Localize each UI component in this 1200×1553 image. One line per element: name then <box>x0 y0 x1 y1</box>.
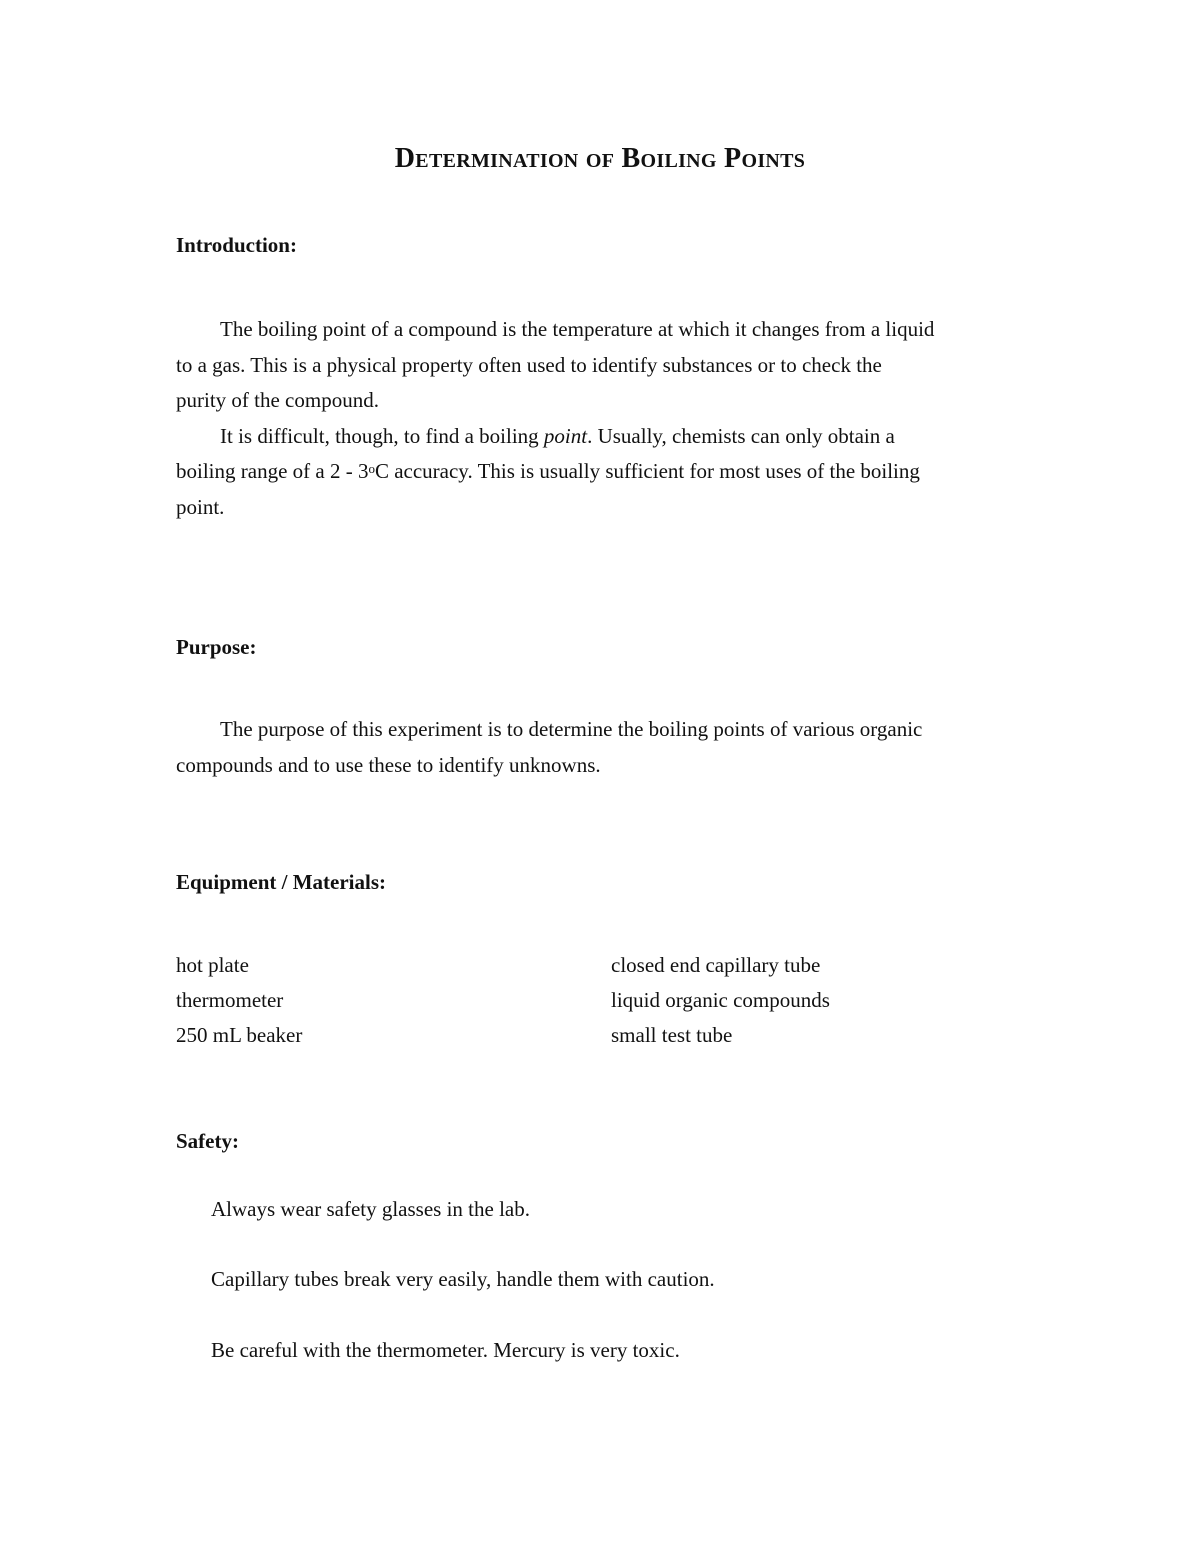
degree-superscript: o <box>368 461 375 476</box>
text-span: . Usually, chemists can only obtain a <box>587 423 895 448</box>
equipment-list-right <box>611 948 830 1053</box>
text-line <box>176 712 1036 748</box>
list-item: hot plate <box>176 953 249 977</box>
introduction-heading: Introduction: <box>176 233 297 257</box>
text-span: It is difficult, though, to find a boiling <box>220 423 544 448</box>
text-span: The boiling point of a compound is the temperature at which it changes from a liquid <box>220 317 935 341</box>
list-item: 250 mL beaker <box>176 1023 303 1047</box>
introduction-paragraph <box>176 312 1036 525</box>
safety-heading: Safety: <box>176 1129 239 1153</box>
text-line: to a gas. This is a physical property often used to identify substances or to check the <box>176 352 882 377</box>
purpose-heading: Purpose: <box>176 635 257 659</box>
emphasis-text: point <box>543 423 588 448</box>
document-title: Determination of Boiling Points <box>394 143 806 174</box>
text-line <box>176 419 1036 455</box>
text-line <box>176 454 1036 490</box>
text-line <box>176 312 1036 348</box>
text-line: point. <box>176 494 225 519</box>
text-span: The purpose of this experiment is to determine the boiling points of various organic <box>220 717 923 741</box>
text-span: C accuracy. This is usually sufficient for most uses of the boiling <box>374 459 920 483</box>
list-item: thermometer <box>176 988 284 1012</box>
list-item: small test tube <box>611 1023 733 1047</box>
safety-item: Always wear safety glasses in the lab. <box>211 1197 530 1221</box>
text-span: boiling range of a 2 - 3 <box>176 459 369 483</box>
equipment-list-left <box>176 948 302 1053</box>
equipment-heading: Equipment / Materials: <box>176 870 386 894</box>
text-line: purity of the compound. <box>176 388 379 412</box>
safety-item: Be careful with the thermometer. Mercury is very toxic. <box>211 1338 680 1362</box>
list-item: liquid organic compounds <box>611 988 830 1012</box>
safety-item: Capillary tubes break very easily, handle them with caution. <box>211 1267 715 1291</box>
list-item: closed end capillary tube <box>611 953 821 977</box>
text-line: compounds and to use these to identify unknowns. <box>176 752 601 777</box>
purpose-paragraph <box>176 712 1036 783</box>
